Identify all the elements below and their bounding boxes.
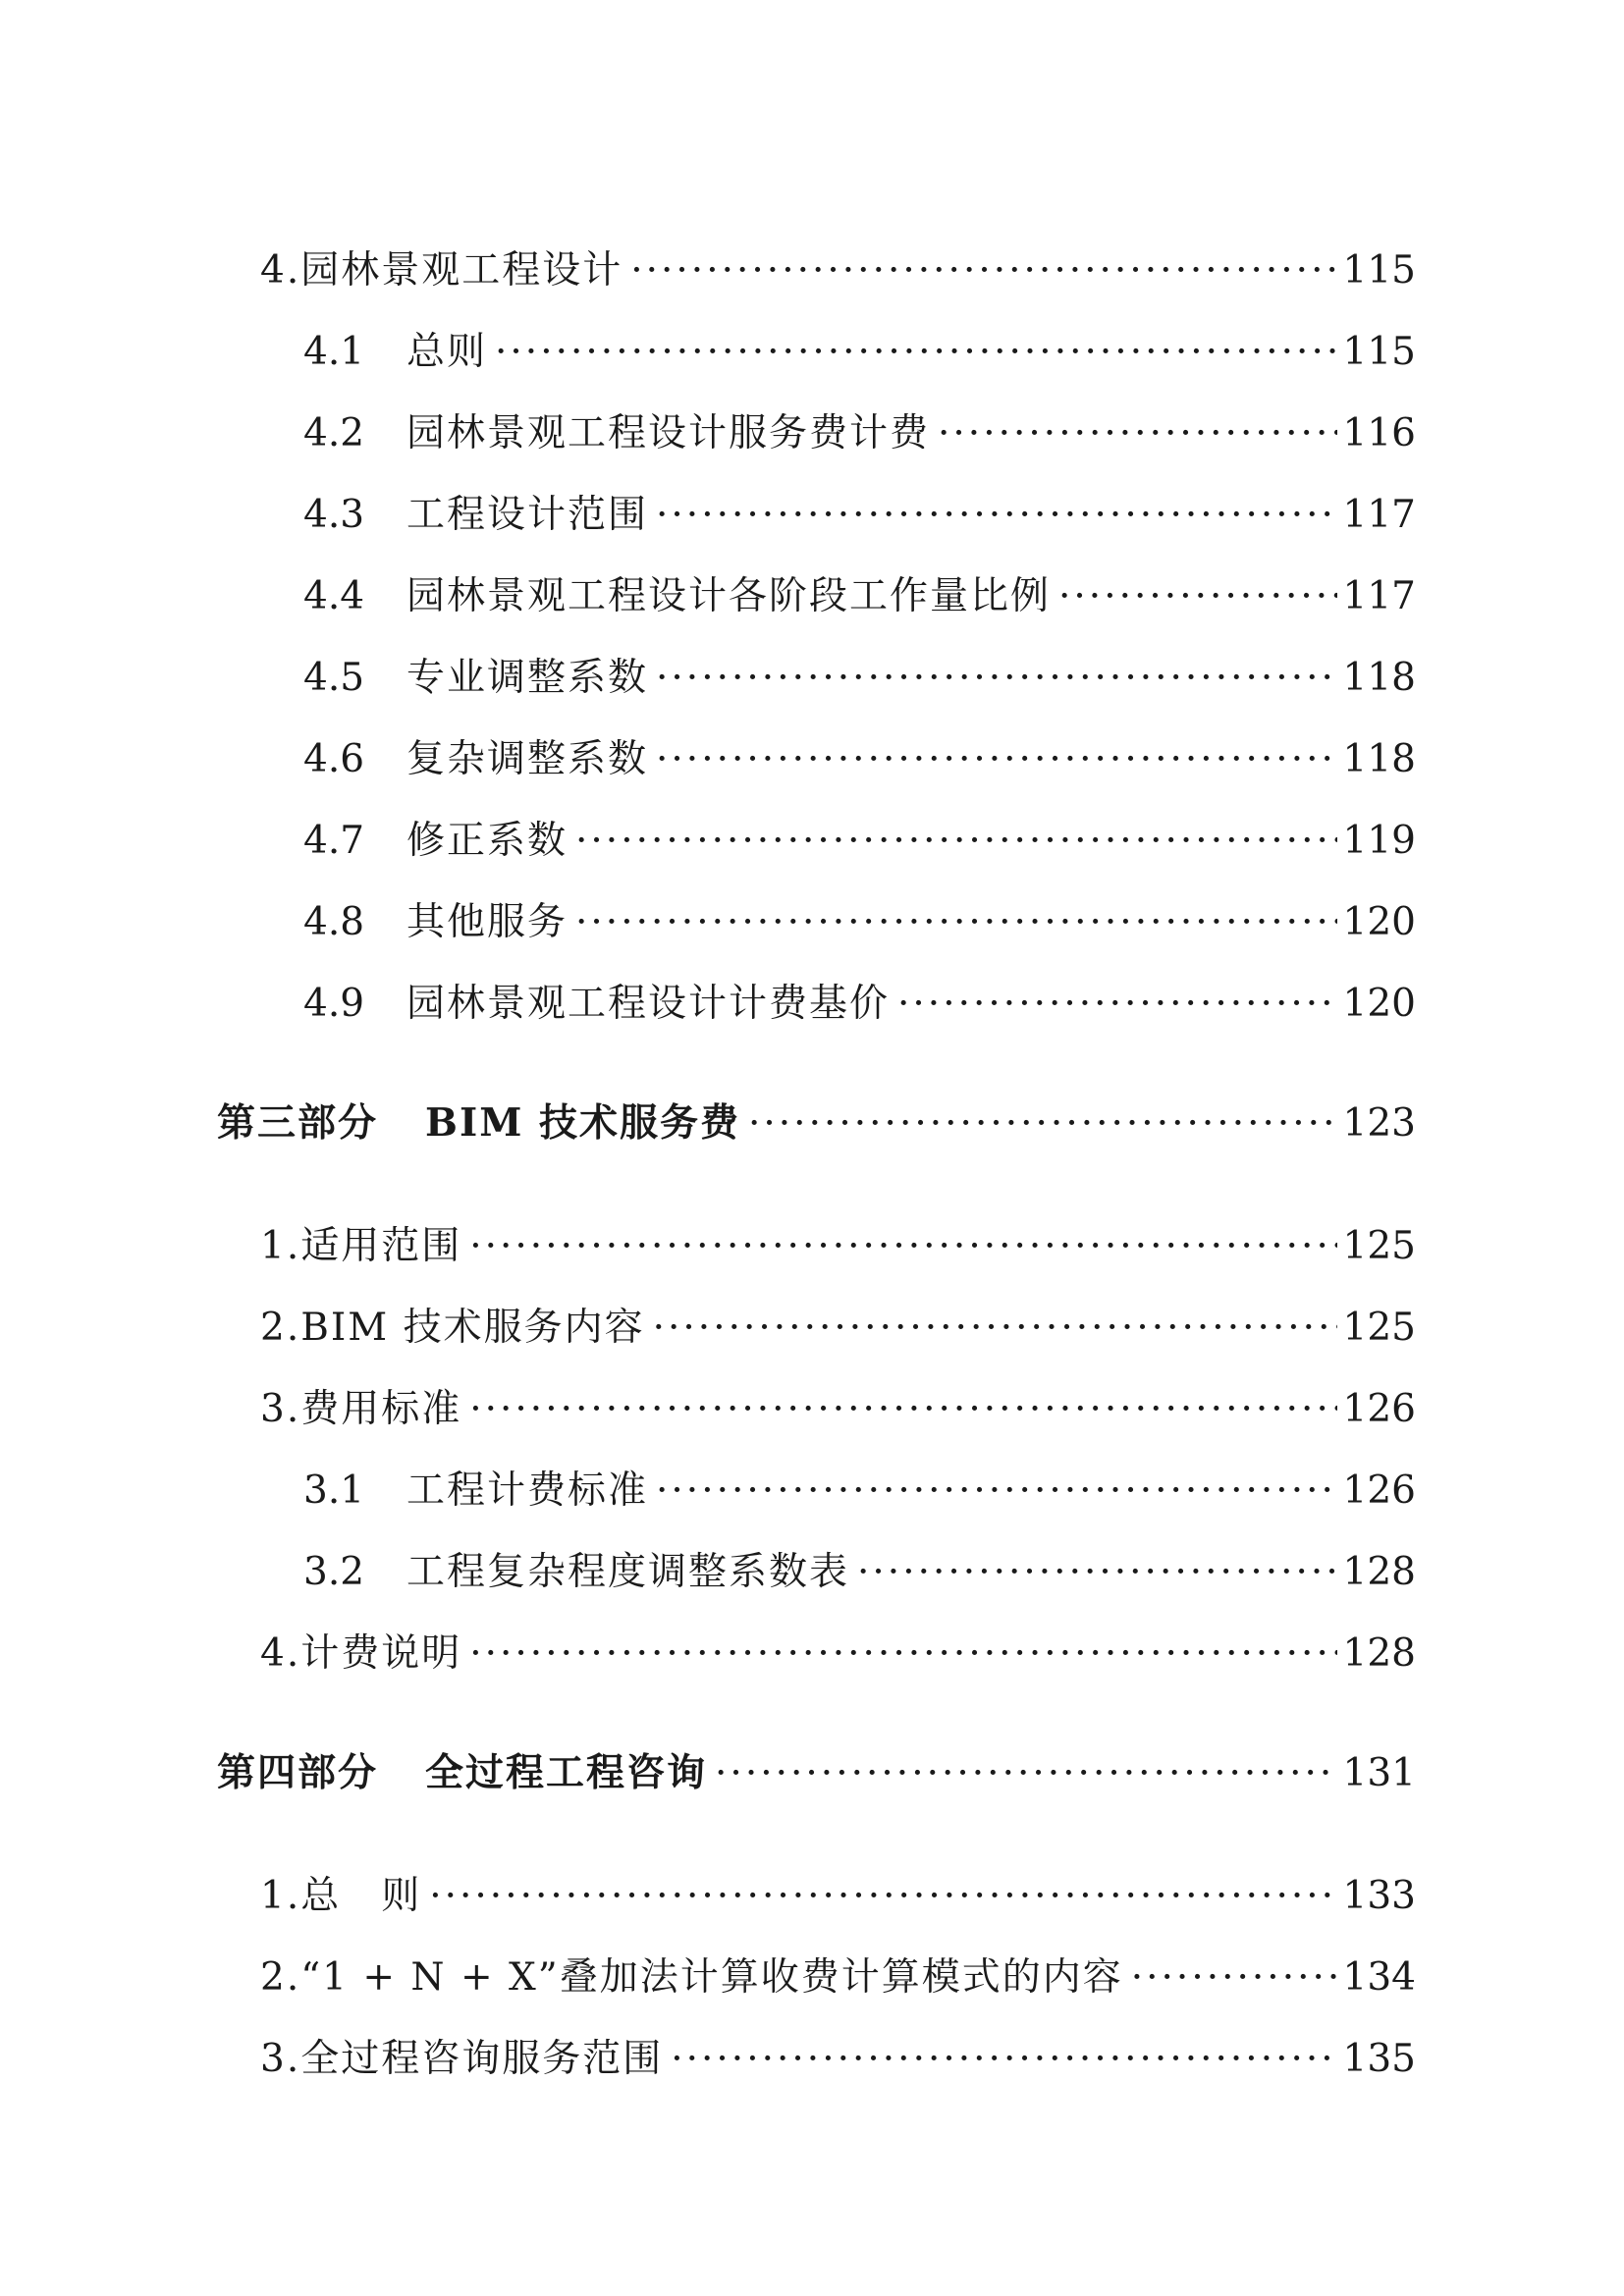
dot-leader [897,979,1337,1030]
toc-entry-number: 3.2 [303,1550,365,1594]
toc-entry[interactable] [303,816,1416,867]
toc-entry-title: 3.全过程咨询服务范围 [260,2037,664,2081]
toc-entry[interactable] [260,1384,1416,1435]
dot-leader [656,734,1337,785]
toc-entry-number: 4.8 [303,900,365,944]
toc-entry-page: 116 [1342,411,1416,455]
toc-entry-title: 专业调整系数 [406,656,649,700]
toc-entry-title: 其他服务 [406,900,568,944]
dot-leader [495,327,1337,378]
toc-entry-page: 115 [1342,330,1416,374]
toc-entry[interactable] [303,653,1416,704]
toc-entry-title: 工程计费标准 [406,1468,649,1513]
toc-entry[interactable] [260,1871,1416,1922]
toc-entry[interactable] [303,897,1416,948]
toc-entry-title: 4.计费说明 [260,1631,462,1676]
dot-leader [656,1466,1337,1517]
toc-entry-page: 117 [1342,574,1416,618]
toc-entry[interactable] [303,734,1416,785]
dot-leader [1131,1952,1337,2003]
toc-entry-number: 3.1 [303,1468,365,1513]
toc-entry[interactable] [260,2034,1416,2085]
toc-entry-title: 园林景观工程设计服务费计费 [406,411,931,455]
toc-entry-title: 3.费用标准 [260,1387,462,1431]
toc-entry-title: 工程复杂程度调整系数表 [406,1550,850,1594]
toc-entry-title: 总则 [406,330,488,374]
toc-entry-page: 134 [1342,1955,1416,2000]
toc-entry-page: 117 [1342,493,1416,537]
toc-entry-number: 4.5 [303,656,365,700]
dot-leader [656,653,1337,704]
toc-entry-page: 125 [1342,1306,1416,1350]
toc-entry-page: 125 [1342,1224,1416,1268]
toc-entry-page: 115 [1342,248,1416,293]
toc-part-label: 第四部分 [217,1750,379,1795]
toc-entry[interactable] [260,1629,1416,1680]
toc-entry-number: 4.3 [303,493,365,537]
toc-entry-number: 4.4 [303,574,365,618]
dot-leader [671,2034,1336,2085]
toc-entry-page: 128 [1342,1550,1416,1594]
dot-leader [715,1748,1337,1799]
toc-entry-title: 全过程工程咨询 [425,1750,708,1795]
toc-entry-title: 1.总 则 [260,1874,422,1918]
dot-leader [575,897,1337,948]
toc-entry-page: 123 [1342,1101,1416,1146]
toc-entry[interactable] [260,1303,1416,1354]
toc-entry[interactable] [303,490,1416,541]
toc-entry-title: 2.BIM 技术服务内容 [260,1306,645,1350]
toc-entry[interactable] [303,1547,1416,1598]
toc-entry-page: 133 [1342,1874,1416,1918]
dot-leader [469,1221,1336,1272]
toc-entry-page: 118 [1342,737,1416,781]
toc-entry[interactable] [303,408,1416,459]
toc-entry[interactable] [303,571,1416,622]
toc-entry-number: 4.1 [303,330,365,374]
dot-leader [575,816,1337,867]
toc-entry-page: 118 [1342,656,1416,700]
toc-entry-title: 1.适用范围 [260,1224,462,1268]
toc-entry-number: 4.7 [303,819,365,863]
toc-entry[interactable] [260,1221,1416,1272]
toc-entry-page: 119 [1342,819,1416,863]
toc-entry[interactable] [303,1466,1416,1517]
toc-entry-number: 4.6 [303,737,365,781]
toc-part-heading[interactable] [217,1747,1416,1798]
dot-leader [630,245,1336,296]
toc-entry-title: BIM 技术服务费 [425,1100,740,1146]
toc-entry-title: 园林景观工程设计各阶段工作量比例 [406,574,1052,618]
toc-entry[interactable] [260,1952,1416,2003]
dot-leader [938,408,1337,459]
toc-entry-page: 126 [1342,1387,1416,1431]
toc-entry-page: 131 [1342,1751,1416,1795]
toc-entry[interactable] [260,245,1416,296]
toc-entry[interactable] [303,979,1416,1030]
toc-part-label: 第三部分 [217,1100,379,1146]
toc-entry[interactable] [303,327,1416,378]
dot-leader [748,1098,1337,1149]
dot-leader [469,1384,1336,1435]
toc-entry-page: 135 [1342,2037,1416,2081]
toc-entry-page: 126 [1342,1468,1416,1513]
dot-leader [656,490,1337,541]
toc-entry-number: 4.9 [303,982,365,1026]
toc-entry-page: 120 [1342,982,1416,1026]
toc-entry-title: 4.园林景观工程设计 [260,248,623,293]
toc-part-heading[interactable] [217,1097,1416,1148]
toc-entry-page: 128 [1342,1631,1416,1676]
dot-leader [857,1547,1337,1598]
dot-leader [429,1871,1336,1922]
toc-entry-title: 修正系数 [406,819,568,863]
dot-leader [469,1629,1336,1680]
toc-entry-title: 2.“1 + N + X”叠加法计算收费计算模式的内容 [260,1955,1123,2000]
toc-entry-number: 4.2 [303,411,365,455]
toc-entry-page: 120 [1342,900,1416,944]
toc-entry-title: 园林景观工程设计计费基价 [406,982,891,1026]
toc-entry-title: 复杂调整系数 [406,737,649,781]
toc-entry-title: 工程设计范围 [406,493,649,537]
dot-leader [1058,571,1337,622]
dot-leader [653,1303,1337,1354]
